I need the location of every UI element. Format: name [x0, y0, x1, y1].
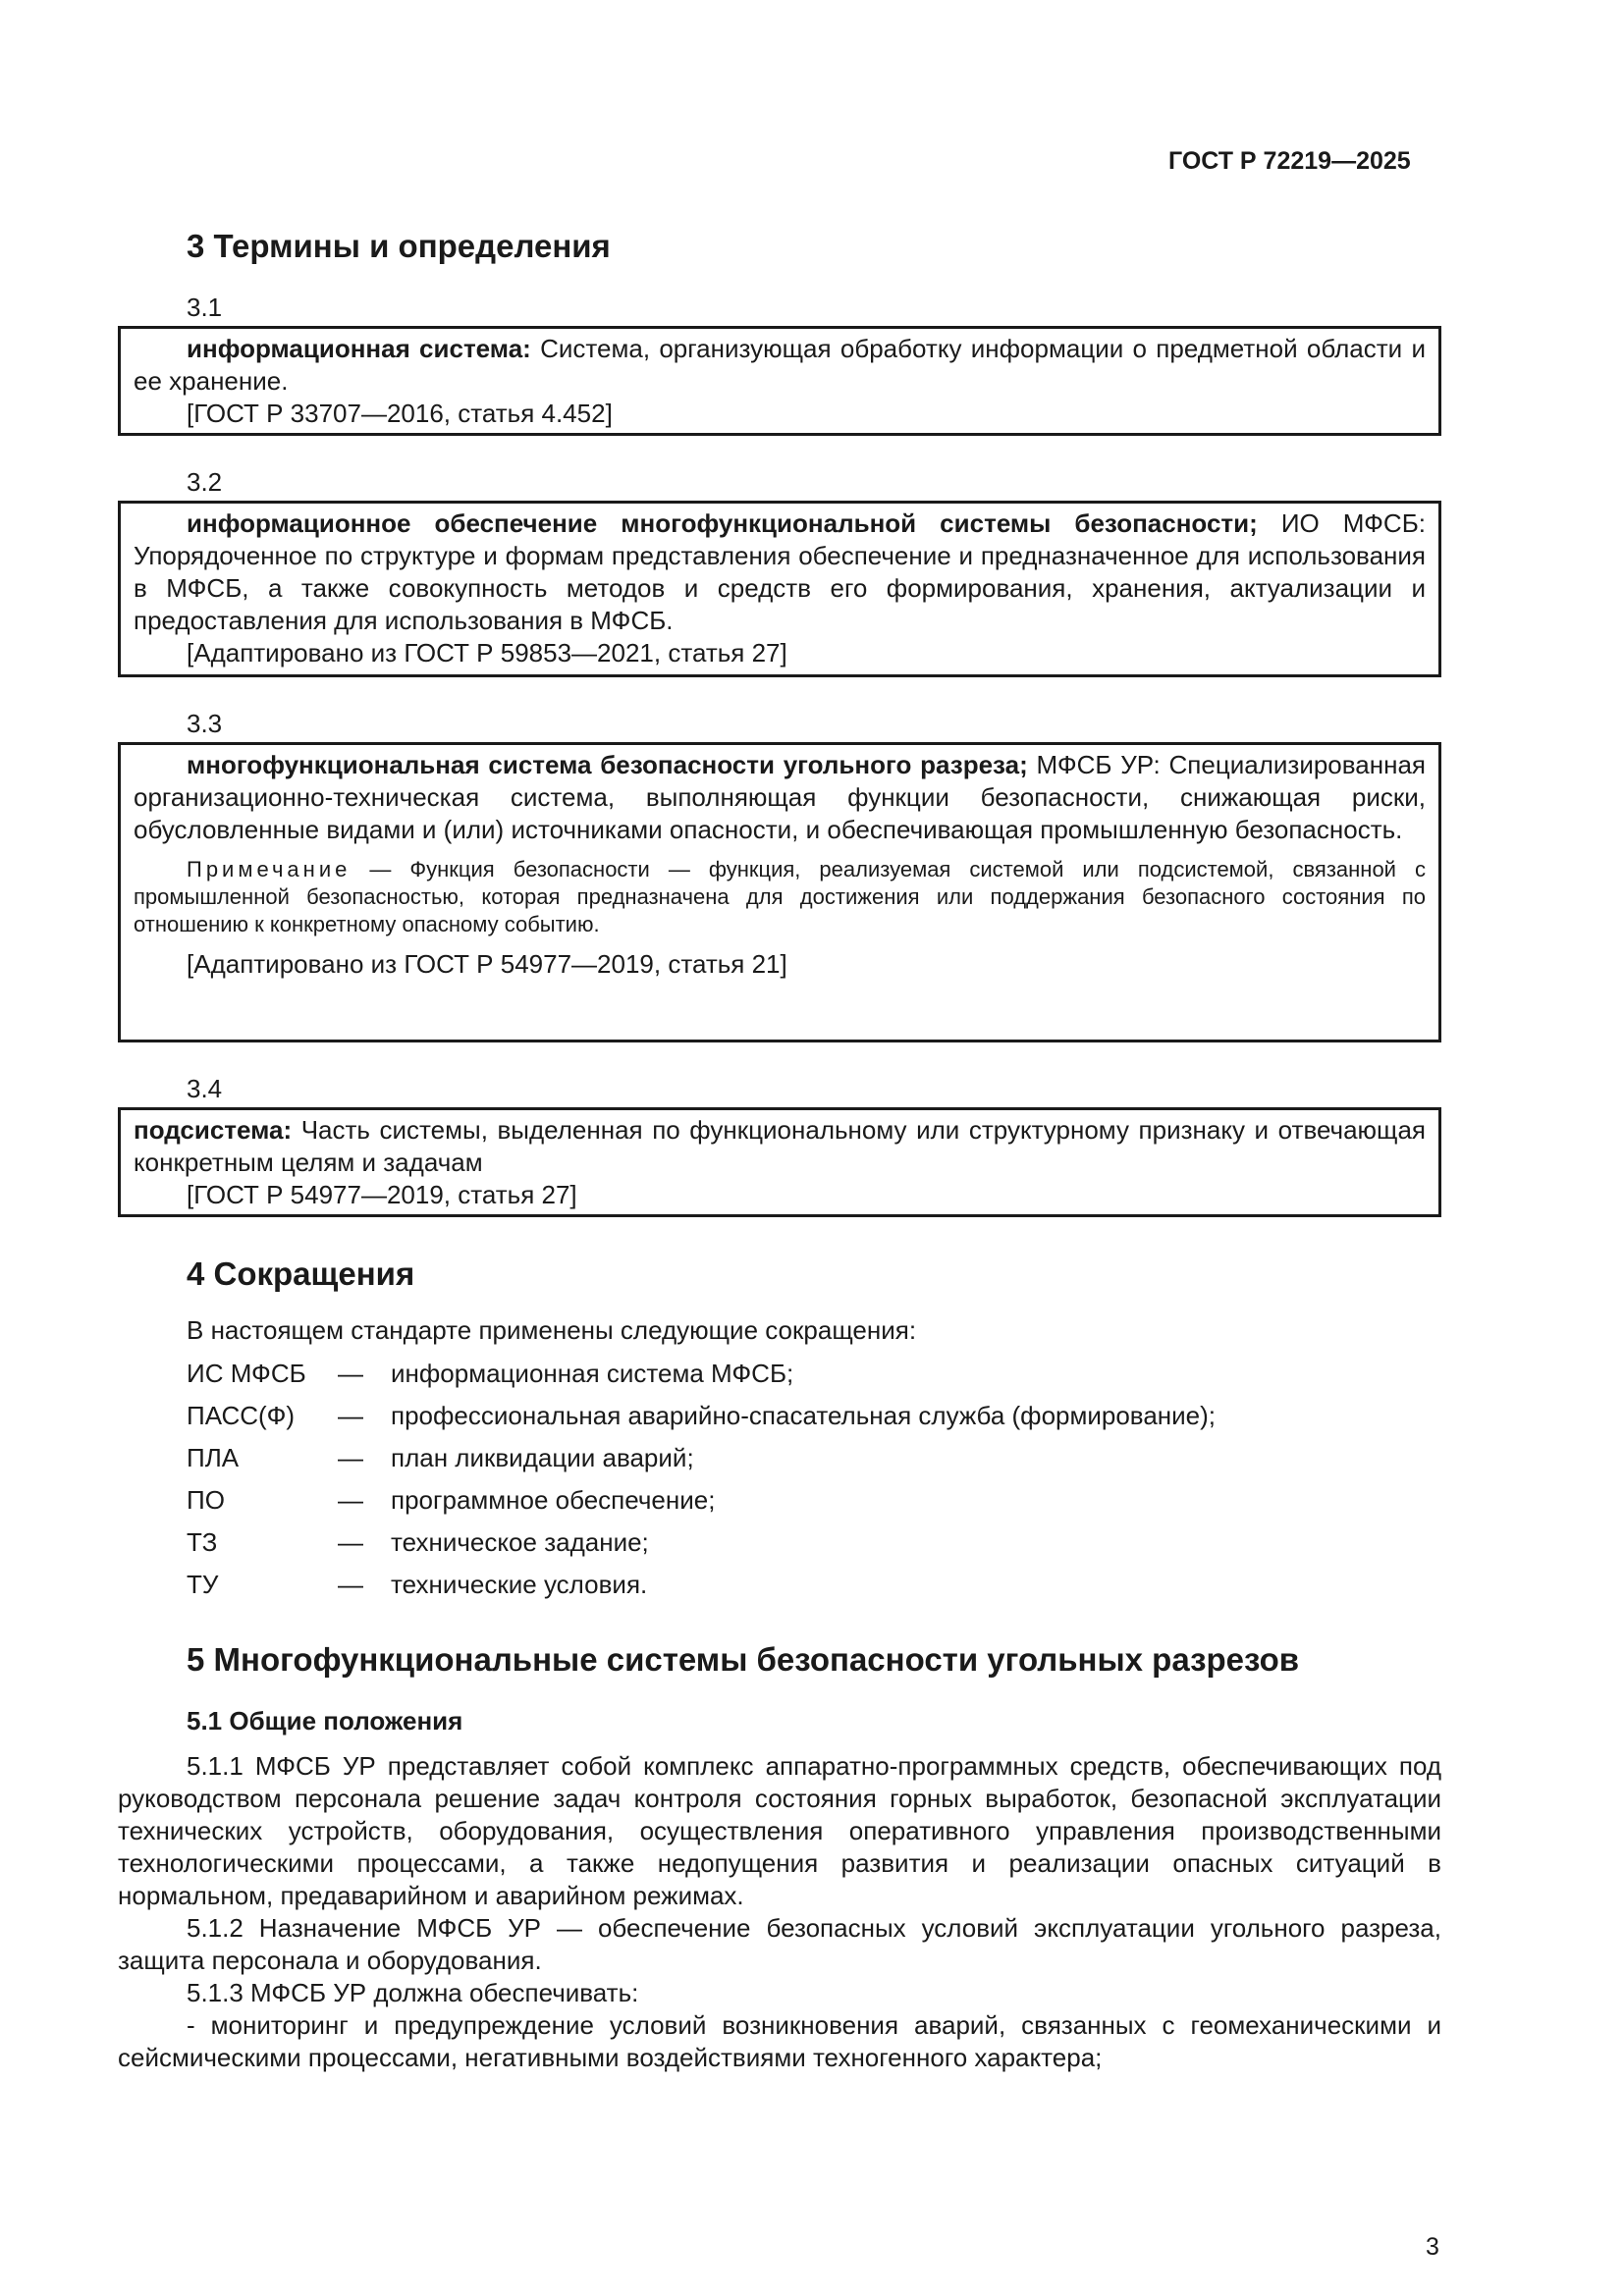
term-definition: МФСБ УР: Специализированная организационно-техническая система, выполняющая функции безопасности, снижающая риски, обусловленные видами и (или) источниками опасности, и обеспечивающая промышленную безопасность. [134, 750, 1426, 844]
abbreviation-meaning: информационная система МФСБ; [391, 1359, 794, 1388]
abbreviation: ПЛА [187, 1443, 240, 1472]
abbreviation: ИС МФСБ [187, 1359, 306, 1388]
abbreviation: ПАСС(Ф) [187, 1401, 296, 1430]
term-box-3-3 [118, 742, 1441, 1042]
term-name: подсистема: [134, 1115, 293, 1145]
dash: — [338, 1570, 363, 1599]
abbreviation-meaning: план ликвидации аварий; [391, 1443, 694, 1472]
term-paragraph [134, 749, 1426, 846]
term-source: [Адаптировано из ГОСТ Р 54977—2019, статья 21] [187, 949, 787, 979]
term-name: информационное обеспечение многофункциональной системы безопасности; [187, 508, 1258, 538]
section-4-title: 4 Сокращения [187, 1255, 415, 1292]
term-paragraph [134, 507, 1426, 637]
list-item: - мониторинг и предупреждение условий возникновения аварий, связанных с геомеханическими и сейсмическими процессами, негативными воздействиями техногенного характера; [118, 2010, 1441, 2072]
dash: — [338, 1359, 363, 1388]
paragraph-5-1-3: 5.1.3 МФСБ УР должна обеспечивать: [187, 1978, 639, 2007]
term-name: многофункциональная система безопасности угольного разреза; [187, 750, 1028, 779]
abbreviation-meaning: программное обеспечение; [391, 1485, 716, 1515]
subsection-5-1-title: 5.1 Общие положения [187, 1706, 463, 1735]
page-number: 3 [1426, 2233, 1439, 2261]
term-note [134, 856, 1426, 938]
term-box-3-4 [118, 1107, 1441, 1217]
abbreviations-intro: В настоящем стандарте применены следующие сокращения: [187, 1315, 917, 1345]
dash: — [338, 1443, 363, 1472]
term-source: [ГОСТ Р 54977—2019, статья 27] [187, 1180, 577, 1209]
dash: — [338, 1527, 363, 1557]
section-5-title: 5 Многофункциональные системы безопасности угольных разрезов [187, 1641, 1300, 1678]
note-text: — Функция безопасности — функция, реализуемая системой или подсистемой, связанной с промышленной безопасностью, которая предназначена для достижения или поддержания безопасного состояния по отношению к конкретному опасному событию. [134, 857, 1426, 936]
abbreviation-meaning: технические условия. [391, 1570, 648, 1599]
section-5-body [118, 1750, 1441, 2074]
dash: — [338, 1401, 363, 1430]
note-label: Примечание [187, 857, 352, 881]
term-box-3-1 [118, 326, 1441, 436]
term-box-3-2 [118, 501, 1441, 677]
term-number: 3.4 [187, 1074, 223, 1103]
term-paragraph [134, 333, 1426, 398]
term-source: [Адаптировано из ГОСТ Р 59853—2021, статья 27] [187, 638, 787, 667]
abbreviation-meaning: техническое задание; [391, 1527, 649, 1557]
paragraph-5-1-2: 5.1.2 Назначение МФСБ УР — обеспечение безопасных условий эксплуатации угольного разреза, защита персонала и оборудования. [118, 1913, 1441, 1975]
paragraph-5-1-1: 5.1.1 МФСБ УР представляет собой комплекс аппаратно-программных средств, обеспечивающих под руководством персонала решение задач контроля состояния горных выработок, безопасной эксплуатации технических устройств, оборудования, осуществления оперативного управления производственными технологическими процессами, а также недопущения развития и реализации опасных ситуаций в нормальном, предаварийном и аварийном режимах. [118, 1751, 1441, 1910]
term-name: информационная система: [187, 334, 531, 363]
term-number: 3.1 [187, 293, 223, 322]
term-definition: ИО МФСБ: Упорядоченное по структуре и формам представления обеспечение и предназначенное для использования в МФСБ, а также совокупность методов и средств его формирования, хранения, актуализации и предоставления для использования в МФСБ. [134, 508, 1426, 635]
section-3-title: 3 Термины и определения [187, 228, 611, 264]
abbreviation-meaning: профессиональная аварийно-спасательная служба (формирование); [391, 1401, 1217, 1430]
abbreviation: ТЗ [187, 1527, 218, 1557]
dash: — [338, 1485, 363, 1515]
term-source: [ГОСТ Р 33707—2016, статья 4.452] [187, 399, 613, 428]
term-paragraph [134, 1114, 1426, 1179]
abbreviation: ПО [187, 1485, 225, 1515]
term-definition: Система, организующая обработку информации о предметной области и ее хранение. [134, 334, 1426, 396]
document-code: ГОСТ Р 72219—2025 [1168, 147, 1411, 175]
abbreviation: ТУ [187, 1570, 219, 1599]
term-definition: Часть системы, выделенная по функциональному или структурному признаку и отвечающая конкретным целям и задачам [134, 1115, 1426, 1177]
term-number: 3.2 [187, 467, 223, 497]
term-number: 3.3 [187, 709, 223, 738]
